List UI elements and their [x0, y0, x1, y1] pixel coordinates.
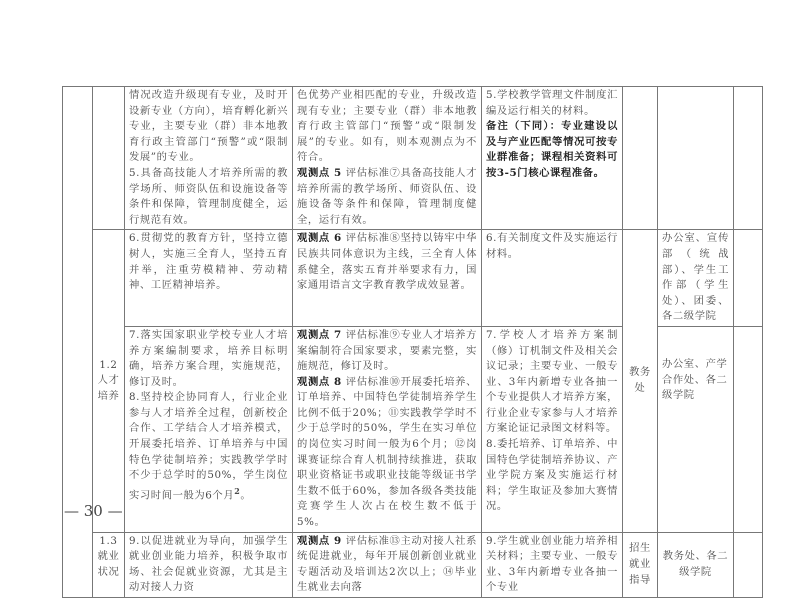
content-text: 6.贯彻党的教育方针，坚持立德树人，实施三全育人，坚持五育并举，注重劳模精神、劳动精神、工匠精神培养。	[129, 232, 288, 292]
content-text: 9.以促进就业为导向，加强学生就业创业能力培养，积极争取市场、社会促就业资源，尤其是主动对接人力资	[129, 534, 288, 594]
item-label: 1.2 人才培养	[97, 358, 120, 402]
lead-cell	[623, 230, 658, 532]
table-row	[63, 87, 763, 230]
standard-cell	[293, 230, 482, 327]
remarks-cell	[734, 87, 763, 230]
materials-cell	[482, 87, 623, 230]
materials-text: 9.学生就业创业能力培养相关材料；主要专业、一般专业、3年内新增专业各抽一个专业	[486, 534, 618, 594]
lead-dept: 教务处	[629, 366, 651, 394]
remarks-cell	[734, 326, 763, 532]
materials-text: 8.委托培养、订单培养、中国特色学徒制培养协议、产业学院方案及实施运行材料；学生取证及参加大赛情况。	[486, 438, 618, 513]
table-row	[63, 326, 763, 532]
content-cell	[125, 230, 293, 327]
standard-detail: 评估标准⑬主动对接人社系统促进就业，每年开展创新创业就业专题活动及培训达2次以上；⑭毕业生就业去向落	[297, 534, 478, 594]
materials-cell	[482, 326, 623, 532]
content-text: 情况改造升级现有专业，及时开设新专业（方向），培育孵化新兴专业，主要专业（群）非本地教育行政主管部门“预警”或“限制发展”的专业。	[129, 89, 288, 164]
category-cell	[63, 87, 93, 598]
materials-cell	[482, 230, 623, 327]
standard-text	[297, 328, 477, 375]
remarks-cell	[734, 230, 763, 327]
observation-label: 观测点 7	[297, 328, 342, 341]
observation-label: 观测点 6	[297, 232, 342, 245]
note-text	[486, 119, 618, 181]
page-number: — 30 —	[64, 502, 123, 520]
content-cell	[125, 326, 293, 532]
materials-text: 7.学校人才培养方案制（修）订机制文件及相关会议记录；主要专业、一般专业、3年内新增专业各抽一个专业提供人才培养方案，行业企业专家参与人才培养方案论证记录图文材料等。	[486, 328, 618, 435]
table-row	[63, 230, 763, 327]
observation-label: 观测点 8	[297, 375, 342, 388]
standard-detail: 评估标准⑨专业人才培养方案编制符合国家要求，要素完整，实施规范，修订及时。	[297, 328, 478, 373]
standard-detail: 评估标准⑩开展委托培养、订单培养、中国特色学徒制培养学生比例不低于20%；⑪实践教学学时不少于总学时的50%，学生在实习单位的岗位实习时间一般为6个月；⑫岗课赛证综合育人机制持续推进，获取职业资格证书或职业技能等级证书学生数不低于60%，参加各级各类技能竞赛学生人次占在校生数不低于5%。	[297, 375, 478, 529]
standard-text	[297, 231, 477, 293]
lead-cell	[623, 87, 658, 230]
standard-detail: 评估标准⑧坚持以铸牢中华民族共同体意识为主线，三全育人体系健全，落实五育并举要求有力，国家通用语言文字教育教学成效显著。	[297, 232, 478, 292]
cooperating-text: 教务处、各二级学院	[662, 550, 729, 578]
cooperating-text: 办公室、产学合作处、各二级学院	[662, 357, 728, 402]
cooperating-cell	[658, 230, 734, 327]
observation-label: 观测点 9	[297, 534, 342, 547]
standard-cell	[293, 326, 482, 532]
cooperating-text: 办公室、宣传部（统战部）、学生工作部（学生处）、团委、各二级学院	[662, 232, 729, 323]
materials-text: 6.有关制度文件及实施运行材料。	[486, 232, 618, 260]
content-text: 5.具备高技能人才培养所需的教学场所、师资队伍和设施设备等条件和保障，管理制度健全，运行规范有效。	[129, 166, 288, 226]
content-text: 7.落实国家职业学校专业人才培养方案编制要求，培养目标明确，培养方案合理，实施规范，修订及时。	[129, 328, 288, 388]
note-bold: 备注（下同）：专业建设以及与产业匹配等情况可按专业群准备；课程相关资料可按3-5门核心课程准备。	[486, 120, 618, 179]
footnote-marker: 2	[234, 485, 241, 496]
standard-detail: 评估标准⑦具备高技能人才培养所需的教学场所、师资队伍、设施设备等条件和保障，管理制度健全，运行有效。	[297, 166, 478, 226]
standard-text: 色优势产业相匹配的专业，升级改造现有专业；主要专业（群）非本地教育行政主管部门“预警”或“限制发展”的专业。如有，则本观测点为不符合。	[297, 89, 477, 164]
content-text: 8.坚持校企协同育人，行业企业参与人才培养全过程，创新校企合作、工学结合人才培养模式，开展委托培养、订单培养与中国特色学徒制培养；实践教学学时不少于总学时的50%，学生岗位实习时间一般为6个月$^2$。	[129, 391, 288, 502]
cooperating-cell	[658, 326, 734, 532]
standard-cell	[293, 87, 482, 230]
materials-text: 5.学校教学管理文件制度汇编及运行相关的材料。	[486, 89, 618, 117]
lead-dept: 招生就业指导	[629, 542, 651, 586]
item-cell	[93, 230, 125, 532]
standard-text	[297, 375, 477, 531]
standard-text	[297, 166, 477, 228]
item-label: 1.3 就业状况	[97, 534, 120, 578]
content-detail: 8.坚持校企协同育人，行业企业参与人才培养全过程，创新校企合作、工学结合人才培养模式，开展委托培养、订单培养与中国特色学徒制培养；实践教学学时不少于总学时的50%，学生岗位实习时间一般为6个月	[129, 391, 288, 502]
cooperating-cell	[658, 87, 734, 230]
content-cell	[125, 87, 293, 230]
observation-label: 观测点 5	[297, 166, 342, 179]
evaluation-table	[62, 86, 763, 598]
item-cell	[93, 87, 125, 230]
